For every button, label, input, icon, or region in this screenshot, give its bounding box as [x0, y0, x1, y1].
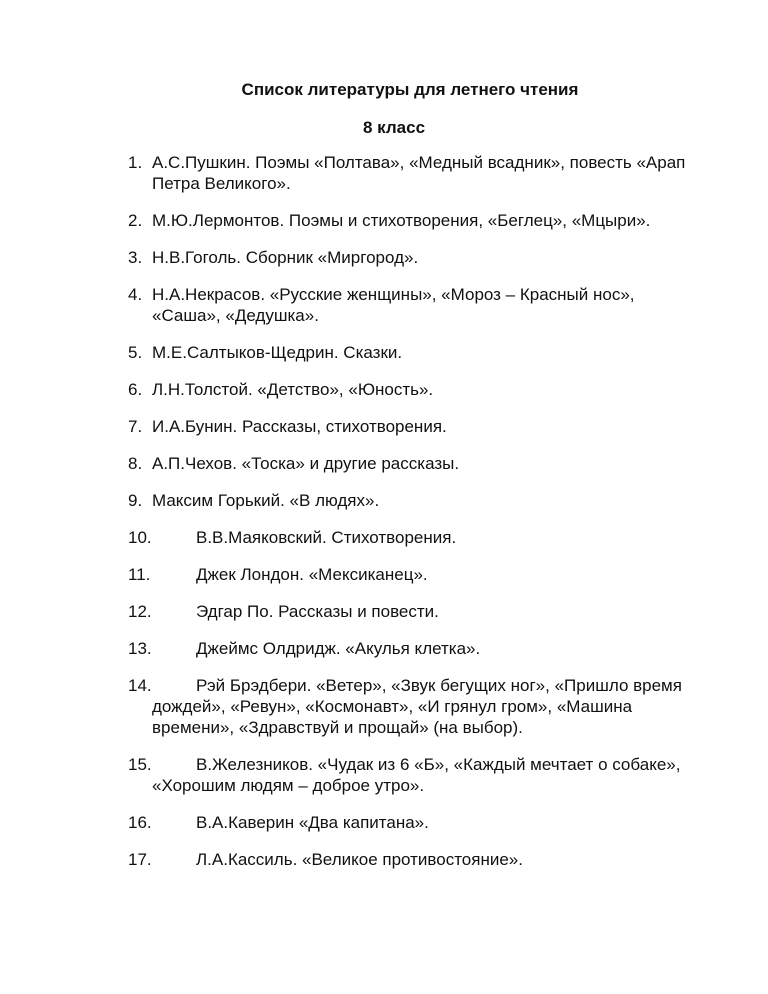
item-text: Л.Н.Толстой. «Детство», «Юность».: [152, 380, 434, 399]
item-text: М.Ю.Лермонтов. Поэмы и стихотворения, «Беглец», «Мцыри».: [152, 211, 651, 230]
item-text: И.А.Бунин. Рассказы, стихотворения.: [152, 417, 447, 436]
item-text: Джеймс Олдридж. «Акулья клетка».: [196, 639, 481, 658]
list-item: [128, 849, 688, 870]
item-number: 16.: [128, 813, 152, 832]
item-number: 12.: [128, 602, 152, 621]
item-number: 6.: [128, 380, 143, 399]
item-number: 8.: [128, 454, 143, 473]
list-item: [128, 453, 688, 474]
list-item: [128, 210, 688, 231]
item-text: Эдгар По. Рассказы и повести.: [196, 602, 439, 621]
item-number: 7.: [128, 417, 143, 436]
item-text: Рэй Брэдбери. «Ветер», «Звук бегущих ног», «Пришло время дождей», «Ревун», «Космонавт», «И грянул гром», «Машина времени», «Здравствуй и прощай» (на выбор).: [152, 676, 682, 737]
item-number: 9.: [128, 491, 143, 510]
item-number: 17.: [128, 850, 152, 869]
grade-subtitle: 8 класс: [362, 118, 426, 137]
item-number: 11.: [128, 565, 151, 584]
reading-list: [128, 152, 688, 886]
item-number: 5.: [128, 343, 143, 362]
item-number: 3.: [128, 248, 143, 267]
list-item: [128, 675, 688, 738]
item-number: 4.: [128, 285, 143, 304]
item-text: В.В.Маяковский. Стихотворения.: [196, 528, 457, 547]
item-text: М.Е.Салтыков-Щедрин. Сказки.: [152, 343, 403, 362]
list-item: [128, 812, 688, 833]
list-item: [128, 527, 688, 548]
item-text: В.Железников. «Чудак из 6 «Б», «Каждый мечтает о собаке», «Хорошим людям – доброе утро».: [152, 755, 681, 795]
list-item: [128, 416, 688, 437]
list-item: [128, 247, 688, 268]
item-number: 1.: [128, 153, 143, 172]
item-number: 15.: [128, 755, 152, 774]
list-item: [128, 564, 688, 585]
item-number: 13.: [128, 639, 152, 658]
list-item: [128, 601, 688, 622]
item-text: В.А.Каверин «Два капитана».: [196, 813, 429, 832]
list-item: [128, 379, 688, 400]
item-text: Н.В.Гоголь. Сборник «Миргород».: [152, 248, 419, 267]
item-text: Максим Горький. «В людях».: [152, 491, 380, 510]
list-item: [128, 754, 688, 796]
item-number: 2.: [128, 211, 143, 230]
list-item: [128, 490, 688, 511]
item-text: Н.А.Некрасов. «Русские женщины», «Мороз – Красный нос», «Саша», «Дедушка».: [152, 285, 635, 325]
item-text: А.П.Чехов. «Тоска» и другие рассказы.: [152, 454, 460, 473]
page-title: Список литературы для летнего чтения: [241, 80, 579, 99]
list-item: [128, 152, 688, 194]
item-text: Джек Лондон. «Мексиканец».: [196, 565, 428, 584]
list-item: [128, 342, 688, 363]
item-number: 14.: [128, 676, 152, 695]
item-text: Л.А.Кассиль. «Великое противостояние».: [196, 850, 523, 869]
list-item: [128, 638, 688, 659]
item-number: 10.: [128, 528, 152, 547]
list-item: [128, 284, 688, 326]
item-text: А.С.Пушкин. Поэмы «Полтава», «Медный всадник», повесть «Арап Петра Великого».: [152, 153, 686, 193]
